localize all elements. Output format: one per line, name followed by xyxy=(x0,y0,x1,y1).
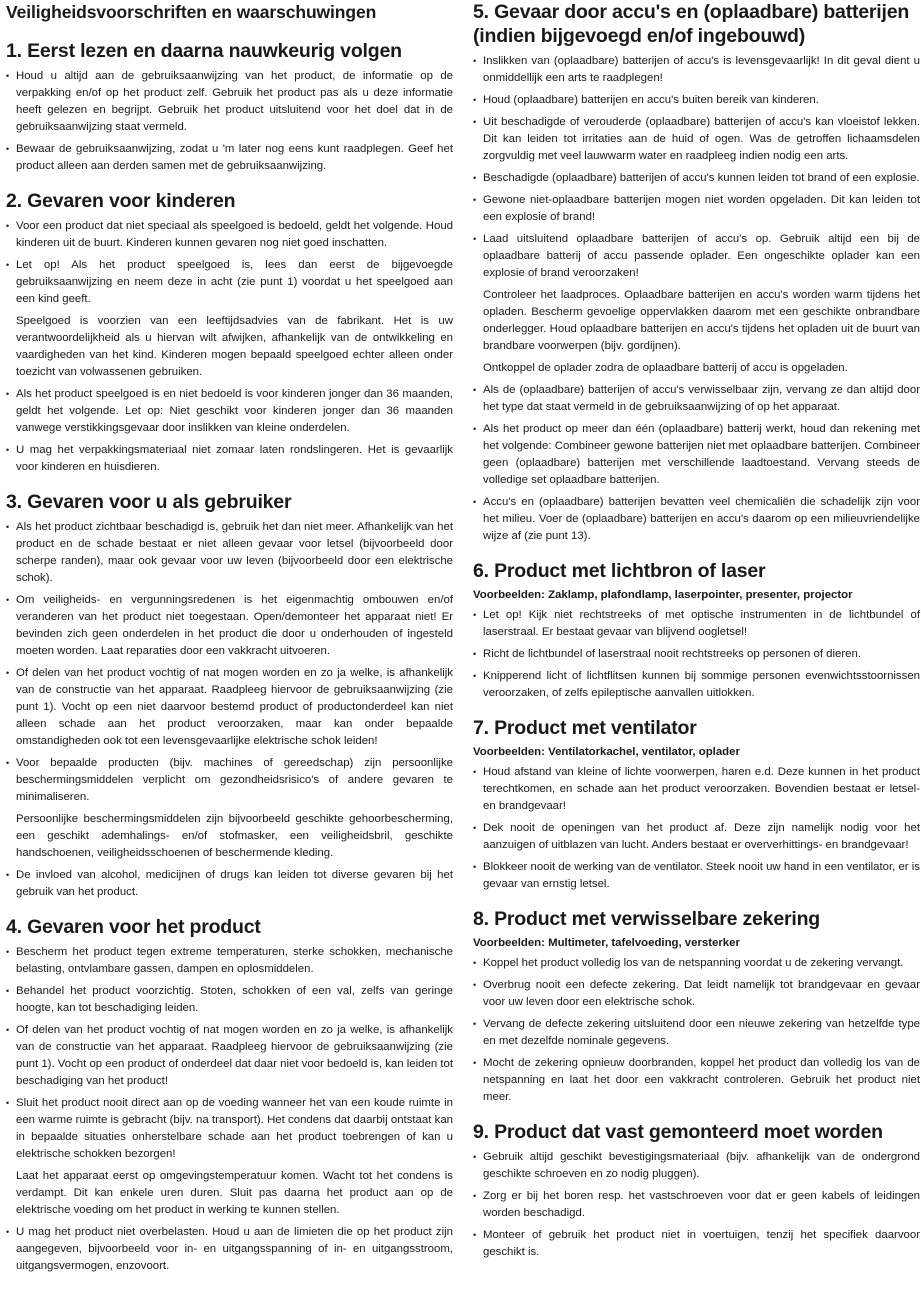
list-item: • U mag het verpakkingsmateriaal niet zomaar laten rondslingeren. Het is gevaarlijk voor kinderen en huisdieren. xyxy=(6,442,453,476)
list-item: • Uit beschadigde of verouderde (oplaadbare) batterijen of accu's kan vloeistof lekken. Dit kan leiden tot irritaties aan de huid of ogen. Was de getroffen lichaamsdelen zorgvuldig met veel lauwwarm water en raadpleeg indien nodig een arts. xyxy=(473,114,920,165)
list-item-text: Voor bepaalde producten (bijv. machines of gereedschap) zijn persoonlijke beschermingsmiddelen verplicht om gezondheidsrisico's of andere gevaren te minimaliseren. xyxy=(16,757,453,803)
document-title: Veiligheidsvoorschriften en waarschuwingen xyxy=(6,2,377,22)
bullet-list xyxy=(473,955,920,1106)
section-2 xyxy=(6,189,453,476)
list-item-text: Laad uitsluitend oplaadbare batterijen of accu's op. Gebruik altijd een bij de oplaadbare batterij of accu passende oplader. Een ongeschikte oplader kan een explosie of brand veroorzaken! xyxy=(483,233,920,279)
section-1 xyxy=(6,39,453,175)
list-item: • Beschadigde (oplaadbare) batterijen of accu's kunnen leiden tot brand of een explosie. xyxy=(473,170,920,187)
list-item: • Gewone niet-oplaadbare batterijen mogen niet worden opgeladen. Dit kan leiden tot een explosie of brand! xyxy=(473,192,920,226)
bullet-list xyxy=(473,607,920,702)
list-item: • Behandel het product voorzichtig. Stoten, schokken of een val, zelfs van geringe hoogte, kan tot beschadiging leiden. xyxy=(6,983,453,1017)
list-item: • Monteer of gebruik het product niet in voertuigen, tenzij het specifiek daarvoor geschikt is. xyxy=(473,1227,920,1261)
section-3 xyxy=(6,490,453,901)
list-item: • Overbrug nooit een defecte zekering. Dat leidt namelijk tot brandgevaar en gevaar voor uw leven door een elektrische schok. xyxy=(473,977,920,1011)
list-item: • Dek nooit de openingen van het product af. Deze zijn namelijk nodig voor het aanzuigen of uitblazen van lucht. Anders bestaat er oververhittings- en brandgevaar! xyxy=(473,820,920,854)
section-heading: 9. Product dat vast gemonteerd moet worden xyxy=(473,1121,883,1143)
section-heading: 4. Gevaren voor het product xyxy=(6,916,261,938)
list-item-paragraph: Ontkoppel de oplader zodra de oplaadbare batterij of accu is opgeladen. xyxy=(483,362,848,374)
list-item: • Als de (oplaadbare) batterijen of accu's verwisselbaar zijn, vervang ze dan altijd door het type dat staat vermeld in de gebruiksaanwijzing of op het apparaat. xyxy=(473,382,920,416)
section-7 xyxy=(473,716,920,893)
list-item: • Let op! Kijk niet rechtstreeks of met optische instrumenten in de lichtbundel of laserstraal. Er bestaat gevaar van blijvend oogletsel! xyxy=(473,607,920,641)
list-item: • Houd u altijd aan de gebruiksaanwijzing van het product, de informatie op de verpakking en/of op het product zelf. Gebruik het product pas als u deze informatie heeft gelezen en begrijpt. Gebruik het product uitsluitend voor het doel dat in de gebruiksaanwijzing staat vermeld. xyxy=(6,68,453,136)
list-item: • Of delen van het product vochtig of nat mogen worden en zo ja welke, is afhankelijk van de constructie van het apparaat. Raadpleeg hiervoor de gebruiksaanwijzing (zie punt 1). Vocht op een product of onderdeel dat daar niet voor bedoeld is, kan leiden tot beschadiging van het product! xyxy=(6,1022,453,1090)
bullet-list xyxy=(6,218,453,476)
bullet-list xyxy=(473,1149,920,1261)
section-heading: 5. Gevaar door accu's en (oplaadbare) batterijen (indien bijgevoegd en/of ingebouwd) xyxy=(473,1,910,47)
list-item: • Als het product op meer dan één (oplaadbare) batterij werkt, houd dan rekening met het volgende: Combineer gewone batterijen niet met oplaadbare batterijen. Combineer geen (oplaadbare) batterijen met verschillende laadtoestand. Vervang steeds de volledige set oplaadbare batterijen. xyxy=(473,421,920,489)
list-item: • Koppel het product volledig los van de netspanning voordat u de zekering vervangt. xyxy=(473,955,920,972)
list-item: • Voor een product dat niet speciaal als speelgoed is bedoeld, geldt het volgende. Houd kinderen uit de buurt. Kinderen kunnen gevaren nog niet goed inschatten. xyxy=(6,218,453,252)
list-item: • Zorg er bij het boren resp. het vastschroeven voor dat er geen kabels of leidingen worden beschadigd. xyxy=(473,1188,920,1222)
section-heading: 8. Product met verwisselbare zekering xyxy=(473,908,820,930)
list-item: • Vervang de defecte zekering uitsluitend door een nieuwe zekering van hetzelfde type en met dezelfde nominale gegevens. xyxy=(473,1016,920,1050)
right-column xyxy=(473,0,920,1275)
examples-line: Voorbeelden: Ventilatorkachel, ventilator, oplader xyxy=(473,746,740,758)
section-4 xyxy=(6,915,453,1275)
list-item: • Knipperend licht of lichtflitsen kunnen bij sommige personen evenwichtsstoornissen veroorzaken, of zelfs epileptische aanvallen uitlokken. xyxy=(473,668,920,702)
section-5 xyxy=(473,0,920,545)
list-item: • Richt de lichtbundel of laserstraal nooit rechtstreeks op personen of dieren. xyxy=(473,646,920,663)
list-item: • Of delen van het product vochtig of nat mogen worden en zo ja welke, is afhankelijk van de constructie van het apparaat. Raadpleeg hiervoor de gebruiksaanwijzing (zie punt 1). Vocht op een niet daarvoor bestemd product of productonderdeel kan niet alleen schade aan het product veroorzaken, maar kan onder bepaalde omstandigheden ook tot een levensgevaarlijke elektrische schok leiden! xyxy=(6,665,453,750)
section-heading: 3. Gevaren voor u als gebruiker xyxy=(6,491,292,513)
list-item xyxy=(6,755,453,862)
list-item-paragraph: Laat het apparaat eerst op omgevingstemperatuur komen. Wacht tot het condens is verdampt. Dit kan enkele uren duren. Sluit pas daarna het product aan op de elektrische voeding om het product in werking te kunnen stellen. xyxy=(16,1170,453,1216)
left-column xyxy=(6,0,453,1289)
examples-line: Voorbeelden: Zaklamp, plafondlamp, laserpointer, presenter, projector xyxy=(473,589,853,601)
bullet-list xyxy=(6,944,453,1275)
list-item: • Mocht de zekering opnieuw doorbranden, koppel het product dan volledig los van de netspanning en laat het door een vakkracht controleren. Gebruik het product niet meer. xyxy=(473,1055,920,1106)
bullet-list xyxy=(473,764,920,893)
bullet-list xyxy=(6,519,453,901)
list-item: • Houd afstand van kleine of lichte voorwerpen, haren e.d. Deze kunnen in het product terechtkomen, en schade aan het product veroorzaken. Bovendien bestaat er letsel- en brandgevaar! xyxy=(473,764,920,815)
list-item: • Om veiligheids- en vergunningsredenen is het eigenmachtig ombouwen en/of veranderen van het product niet toegestaan. Open/demonteer het apparaat niet! Er bevinden zich geen onderdelen in het product die door u onderhouden of ingesteld moeten worden. Laat reparaties door een vakkracht uitvoeren. xyxy=(6,592,453,660)
list-item xyxy=(473,231,920,377)
list-item: • Houd (oplaadbare) batterijen en accu's buiten bereik van kinderen. xyxy=(473,92,920,109)
section-9 xyxy=(473,1120,920,1261)
list-item-text: Sluit het product nooit direct aan op de voeding wanneer het van een koude ruimte in een warme ruimte is gebracht (bijv. na transport). Het condens dat daarbij ontstaat kan in bepaalde situaties onherstelbare schade aan het product toebrengen of kan u elektrische schokken bezorgen! xyxy=(16,1097,453,1160)
list-item: • Bescherm het product tegen extreme temperaturen, sterke schokken, mechanische belasting, ontvlambare gassen, dampen en oplosmiddelen. xyxy=(6,944,453,978)
list-item: • Accu's en (oplaadbare) batterijen bevatten veel chemicaliën die schadelijk zijn voor het milieu. Voer de (oplaadbare) batterijen en accu's daarom op een milieuvriendelijke wijze af (zie punt 13). xyxy=(473,494,920,545)
list-item xyxy=(6,257,453,381)
list-item: • Blokkeer nooit de werking van de ventilator. Steek nooit uw hand in een ventilator, er is gevaar van ernstig letsel. xyxy=(473,859,920,893)
examples-line: Voorbeelden: Multimeter, tafelvoeding, versterker xyxy=(473,937,740,949)
bullet-list xyxy=(6,68,453,175)
list-item-text: Let op! Als het product speelgoed is, lees dan eerst de bijgevoegde gebruiksaanwijzing en neem deze in acht (zie punt 1) voordat u het speelgoed aan een kind geeft. xyxy=(16,259,453,305)
list-item: • U mag het product niet overbelasten. Houd u aan de limieten die op het product zijn aangegeven, bijvoorbeeld voor in- en uitgangsspanning of in- en uitgangsstroom, uitgangsvermogen, enzovoort. xyxy=(6,1224,453,1275)
bullet-list xyxy=(473,53,920,545)
section-heading: 1. Eerst lezen en daarna nauwkeurig volgen xyxy=(6,40,402,62)
section-8 xyxy=(473,907,920,1106)
list-item: • Gebruik altijd geschikt bevestigingsmateriaal (bijv. afhankelijk van de ondergrond geschikte schroeven en zo nodig pluggen). xyxy=(473,1149,920,1183)
list-item: • Bewaar de gebruiksaanwijzing, zodat u 'm later nog eens kunt raadplegen. Geef het product alleen aan derden samen met de gebruiksaanwijzing. xyxy=(6,141,453,175)
list-item: • Als het product zichtbaar beschadigd is, gebruik het dan niet meer. Afhankelijk van het product en de schade bestaat er niet alleen gevaar voor letsel (bijvoorbeeld door scherpe randen), maar ook gevaar voor uw leven (bijvoorbeeld door een elektrische schok). xyxy=(6,519,453,587)
section-6 xyxy=(473,559,920,702)
list-item-paragraph: Controleer het laadproces. Oplaadbare batterijen en accu's worden warm tijdens het opladen. Bescherm gevoelige oppervlakken daarom met een geschikte onbrandbare onderlegger. Houd oplaadbare batterijen en accu's tijdens het opladen uit de buurt van brandbare voorwerpen (bijv. gordijnen). xyxy=(483,289,920,352)
list-item: • Inslikken van (oplaadbare) batterijen of accu's is levensgevaarlijk! In dit geval dient u onmiddellijk een arts te raadplegen! xyxy=(473,53,920,87)
list-item xyxy=(6,1095,453,1219)
list-item: • De invloed van alcohol, medicijnen of drugs kan leiden tot diverse gevaren bij het gebruik van het product. xyxy=(6,867,453,901)
section-heading: 2. Gevaren voor kinderen xyxy=(6,190,236,212)
section-heading: 7. Product met ventilator xyxy=(473,717,697,739)
section-heading: 6. Product met lichtbron of laser xyxy=(473,560,766,582)
list-item-paragraph: Persoonlijke beschermingsmiddelen zijn bijvoorbeeld geschikte gehoorbescherming, een geschikt ademhalings- en/of stofmasker, een veiligheidsbril, geschikte handschoenen, veiligheidsschoenen of beschermende kleding. xyxy=(16,813,453,859)
list-item: • Als het product speelgoed is en niet bedoeld is voor kinderen jonger dan 36 maanden, geldt het volgende. Let op: Niet geschikt voor kinderen jonger dan 36 maanden vanwege verstikkingsgevaar door inslikken van kleine onderdelen. xyxy=(6,386,453,437)
list-item-paragraph: Speelgoed is voorzien van een leeftijdsadvies van de fabrikant. Het is uw verantwoordelijkheid als u hiervan wilt afwijken, afhankelijk van de ontwikkeling en vaardigheden van het kind. Kinderen mogen bepaald speelgoed echter alleen onder toezicht van volwassenen gebruiken. xyxy=(16,315,453,378)
